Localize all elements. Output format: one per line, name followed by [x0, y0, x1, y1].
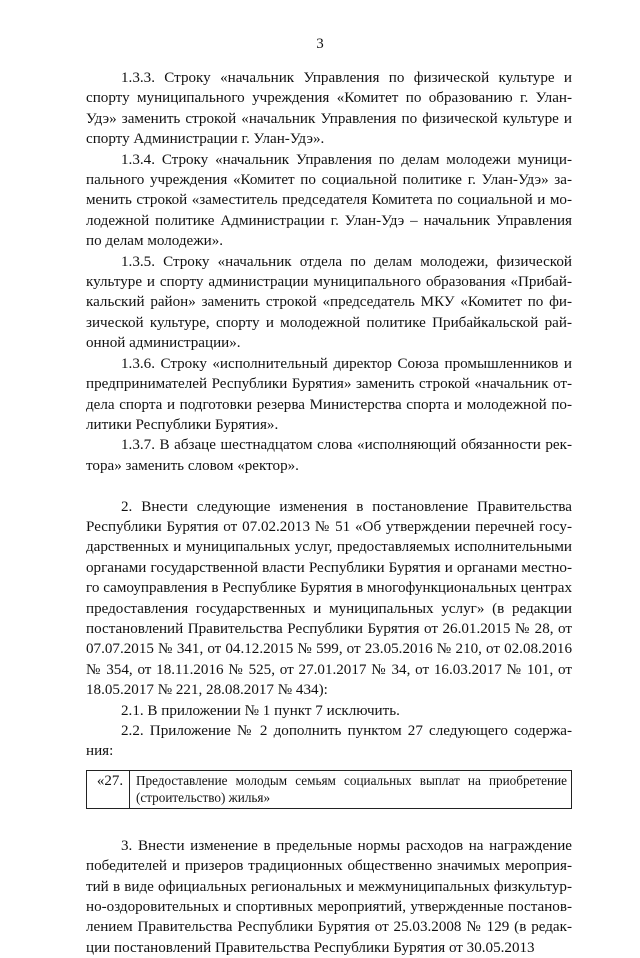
clause-3: 3. Внести изменение в предельные нормы расходов на награждение победителей и призеров традиционных общественно значимых мероприятий в виде официальных региональных и межмуниципальных физкультурно-оздоровительных и спортивных мероприятий, утвержденные постановлением Правительства Республики Бурятия от 25.03.2008 № 129 (в редакции постановлений Правительства Республики Бурятия от 30.05.2013 [86, 837, 572, 956]
table-item-number: «27. [87, 771, 130, 808]
clause-1-3-7: 1.3.7. В абзаце шестнадцатом слова «исполняющий обязанности ректора» заменить словом «ректор». [86, 437, 572, 474]
table-item-text: Предоставление молодым семьям социальных выплат на приобретение (строительство) жилья» [136, 772, 567, 805]
clause-2-2: 2.2. Приложение № 2 дополнить пунктом 27 следующего содержания: [86, 722, 572, 760]
clause-1-3-4: 1.3.4. Строку «начальник Управления по делам молодежи муниципального учреждения «Комитет по социальной политике г. Улан-Удэ» заменить строкой «заместитель председателя Комитета по социальной и молодежной политике Администрации г. Улан-Удэ – начальник Управления по делам молодежи». [86, 151, 572, 250]
clause-1-3-6: 1.3.6. Строку «исполнительный директор Союза промышленников и предпринимателей Республики Бурятия» заменить строкой «начальник отдела спорта и подготовки резерва Министерства спорта и молодежной политики Республики Бурятия». [86, 355, 572, 433]
page-number: 3 [316, 36, 324, 52]
services-table-row [86, 770, 572, 809]
document-body [86, 68, 572, 958]
clause-1-3-5: 1.3.5. Строку «начальник отдела по делам молодежи, физической культуре и спорту администрации муниципального образования «Прибайкальский район» заменить строкой «председатель МКУ «Комитет по физической культуре, спорту и молодежной политике Прибайкальской районной администрации». [86, 253, 572, 352]
clause-2-1: 2.1. В приложении № 1 пункт 7 исключить. [121, 702, 400, 719]
paragraph-gap [86, 476, 572, 496]
clause-1-3-3: 1.3.3. Строку «начальник Управления по физической культуре и спорту муниципального учреждения «Комитет по образованию г. Улан-Удэ» заменить строкой «начальник Управления по физической культуре и спорту Администрации г. Улан-Удэ». [86, 70, 572, 148]
clause-2: 2. Внести следующие изменения в постановление Правительства Республики Бурятия от 07.02.2013 № 51 «Об утверждении перечней государственных и муниципальных услуг, предоставляемых исполнительными органами государственной власти Республики Бурятия и органами местного самоуправления в Республике Бурятия в многофункциональных центрах предоставления государственных и муниципальных услуг» (в редакции постановлений Правительства Республики Бурятия от 26.01.2015 № 28, от 07.07.2015 № 341, от 04.12.2015 № 599, от 23.05.2016 № 210, от 02.08.2016 № 354, от 18.11.2016 № 525, от 27.01.2017 № 34, от 16.03.2017 № 101, от 18.05.2017 № 221, 28.08.2017 № 434): [86, 498, 572, 699]
